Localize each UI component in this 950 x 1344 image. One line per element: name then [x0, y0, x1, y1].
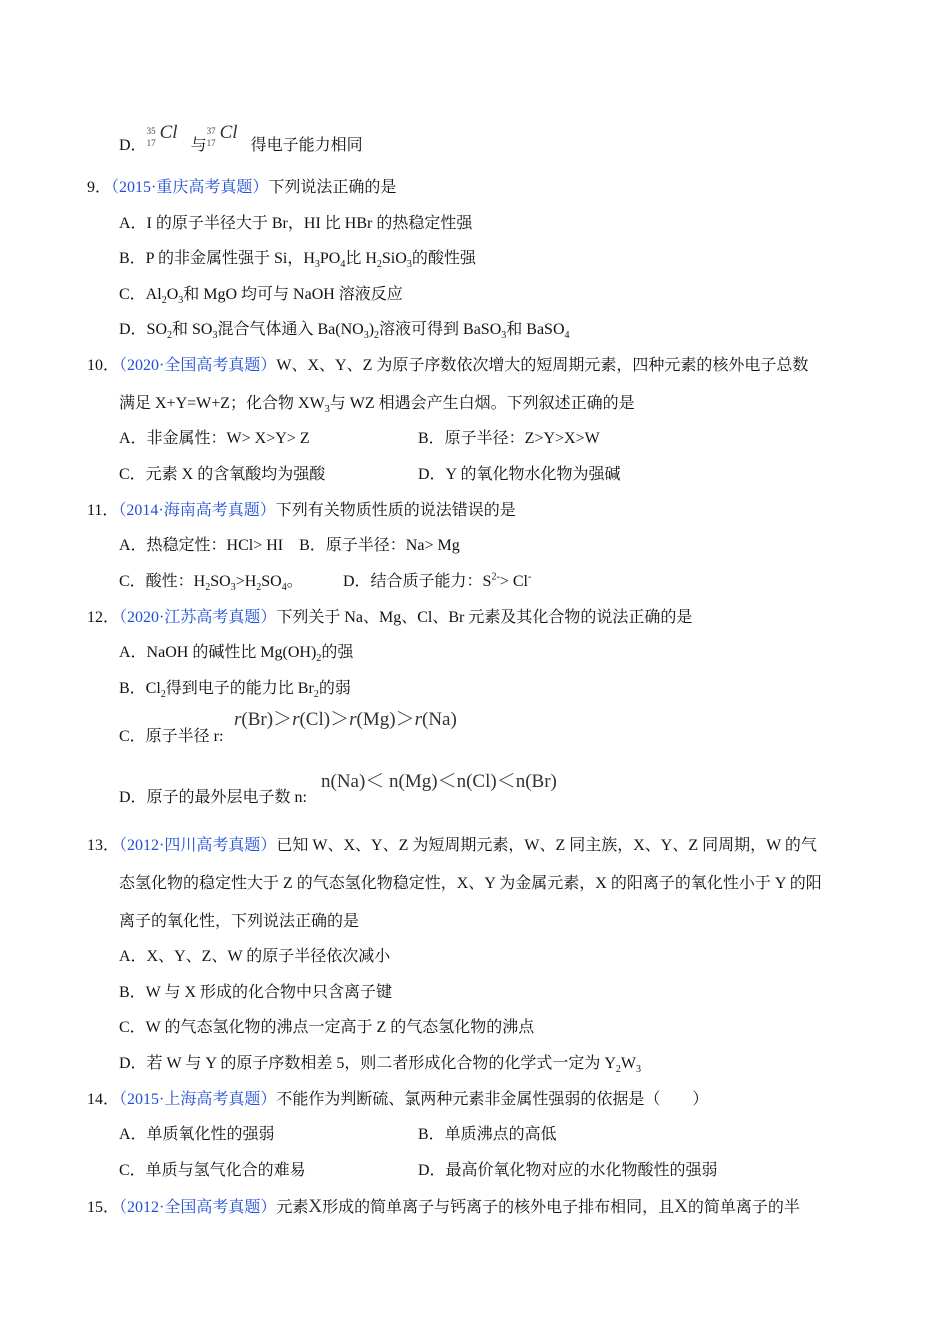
q12-option-c-label: C．原子半径 r: — [119, 728, 224, 745]
q9-option-a: A．I 的原子半径大于 Br，HI 比 HBr 的热稳定性强 — [119, 215, 473, 232]
q12-option-c-formula: r(Br)＞r(Cl)＞r(Mg)＞r(Na) — [234, 709, 457, 730]
q10-stem: 10．（2020·全国高考真题）W、X、Y、Z 为原子序数依次增大的短周期元素，四种元素的核外电子总数 — [87, 357, 809, 374]
q13-option-d: D．若 W 与 Y 的原子序数相差 5，则二者形成化合物的化学式一定为 $Y_2W_3$ — [119, 1055, 641, 1076]
q12-option-a: A．NaOH 的碱性比 $Mg(OH)_2$的强 — [119, 644, 354, 665]
q9-option-b: B．P 的非金属性强于 Si，$H_3PO_4$比 $H_2SiO_3$的酸性强 — [119, 250, 476, 271]
q13-stem-line3: 离子的氧化性，下列说法正确的是 — [119, 913, 360, 930]
q13-source: （2012·四川高考真题） — [119, 837, 277, 854]
q13-option-c: C．W 的气态氢化物的沸点一定高于 Z 的气态氢化物的沸点 — [119, 1019, 535, 1036]
q12-source: （2020·江苏高考真题） — [119, 609, 277, 626]
q10-stem-cont: 满足 X+Y=W+Z；化合物 $XW_3$与 WZ 相遇会产生白烟。下列叙述正确的是 — [119, 395, 635, 416]
q9-option-c: C．$Al_2O_3$和 MgO 均可与 NaOH 溶液反应 — [119, 286, 403, 307]
q13-stem: 13．（2012·四川高考真题）已知 W、X、Y、Z 为短周期元素，W、Z 同主族，X、Y、Z 同周期，W 的气 — [87, 837, 817, 854]
q13-stem-line2: 态氢化物的稳定性大于 Z 的气态氢化物稳定性，X、Y 为金属元素，X 的阳离子的氧化性小于 Y 的阳 — [119, 875, 822, 892]
q10-option-b: B．原子半径：Z>Y>X>W — [418, 430, 600, 447]
q10-option-a: A．非金属性：W> X>Y> Z — [119, 430, 310, 447]
isotope-cl35: 35 17 Cl — [146, 122, 178, 148]
q14-option-c: C．单质与氢气化合的难易 — [119, 1162, 306, 1179]
q10-source: （2020·全国高考真题） — [119, 357, 277, 374]
q11-stem: 11．（2014·海南高考真题）下列有关物质性质的说法错误的是 — [87, 502, 516, 519]
q9-source: （2015·重庆高考真题） — [111, 179, 269, 196]
q13-option-b: B．W 与 X 形成的化合物中只含离子键 — [119, 984, 393, 1001]
q9-option-d: D．$SO_2$和 $SO_3$混合气体通入 $Ba(NO_3)_2$溶液可得到 BaSO$_3$和 BaSO$_4$ — [119, 321, 570, 342]
q14-option-b: B．单质沸点的高低 — [418, 1126, 557, 1143]
q11-source: （2014·海南高考真题） — [118, 502, 276, 519]
q11-option-c: C．酸性：$H_2SO_3>H_2SO_4$。 — [119, 573, 303, 594]
q12-option-b: B．$Cl_2$得到电子的能力比 $Br_2$的弱 — [119, 680, 351, 701]
q12-stem: 12．（2020·江苏高考真题）下列关于 Na、Mg、Cl、Br 元素及其化合物的说法正确的是 — [87, 609, 693, 626]
q14-option-a: A．单质氧化性的强弱 — [119, 1126, 275, 1143]
q11-option-d: D．结合质子能力：$S^{2-}> Cl^-$ — [343, 571, 532, 590]
q10-option-c: C．元素 X 的含氧酸均为强酸 — [119, 466, 326, 483]
q12-option-d-formula: n(Na)＜ n(Mg)＜n(Cl)＜n(Br) — [321, 771, 557, 792]
q11-options-ab: A．热稳定性：HCl> HI B．原子半径：Na> Mg — [119, 537, 460, 554]
q14-option-d: D．最高价氧化物对应的水化物酸性的强弱 — [418, 1162, 718, 1179]
q8-option-d: D． 35 17 Cl 与 37 17 Cl 得电子能力相同 — [119, 122, 363, 154]
q9-stem: 9．（2015·重庆高考真题）下列说法正确的是 — [87, 179, 397, 196]
q12-option-d-label: D．原子的最外层电子数 n: — [119, 789, 308, 806]
q13-option-a: A．X、Y、Z、W 的原子半径依次减小 — [119, 948, 391, 965]
q15-source: （2012·全国高考真题） — [119, 1199, 277, 1216]
q10-option-d: D．Y 的氧化物水化物为强碱 — [418, 466, 621, 483]
q14-stem: 14．（2015·上海高考真题）不能作为判断硫、氯两种元素非金属性强弱的依据是（ ） — [87, 1091, 709, 1108]
q14-source: （2015·上海高考真题） — [119, 1091, 277, 1108]
q15-stem: 15．（2012·全国高考真题）元素X形成的简单离子与钙离子的核外电子排布相同，且X的简单离子的半 — [87, 1196, 800, 1217]
isotope-cl37: 37 17 Cl — [206, 122, 238, 148]
